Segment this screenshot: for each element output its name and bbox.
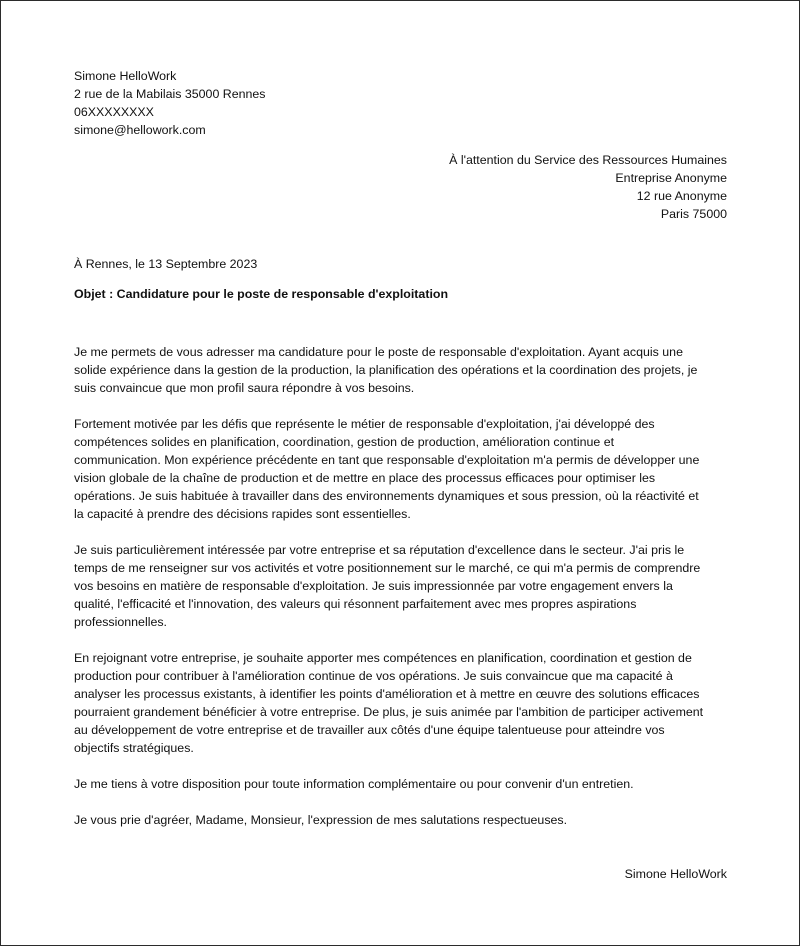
body-paragraph-availability <box>74 775 734 793</box>
recipient-attention: À l'attention du Service des Ressources Humaines <box>449 153 727 167</box>
paragraph-line: pourraient grandement bénéficier à votre entreprise. De plus, je suis animée par l'ambition de participer activement <box>74 705 704 719</box>
paragraph-line: Je me permets de vous adresser ma candidature pour le poste de responsable d'exploitation. Ayant acquis une <box>74 345 683 359</box>
subject-line: Objet : Candidature pour le poste de responsable d'exploitation <box>74 287 449 301</box>
body-paragraph-closing <box>74 811 734 829</box>
paragraph-line: opérations. Je suis habituée à travailler dans des environnements dynamiques et sous pression, où la réactivité et <box>74 489 699 503</box>
paragraph-line: vision globale de la chaîne de production et de mettre en place des processus efficaces pour optimiser les <box>74 471 656 485</box>
recipient-company: Entreprise Anonyme <box>615 171 727 185</box>
sender-address: 2 rue de la Mabilais 35000 Rennes <box>74 87 266 101</box>
paragraph-line: Je me tiens à votre disposition pour toute information complémentaire ou pour convenir d'un entretien. <box>74 777 634 791</box>
body-paragraph-motivation <box>74 415 734 523</box>
paragraph-line: solide expérience dans la gestion de la production, la planification des opérations et la coordination des projets, je <box>74 363 698 377</box>
sender-email: simone@hellowork.com <box>74 123 206 137</box>
paragraph-line: En rejoignant votre entreprise, je souhaite apporter mes compétences en planification, coordination et gestion de <box>74 651 692 665</box>
paragraph-line: production pour contribuer à l'amélioration continue de vos opérations. Je suis convaincue que ma capacité à <box>74 669 673 683</box>
body-paragraph-company-interest <box>74 541 734 631</box>
paragraph-line: temps de me renseigner sur vos activités et votre positionnement sur le marché, ce qui m'a permis de comprendre <box>74 561 701 575</box>
paragraph-line: objectifs stratégiques. <box>74 741 194 755</box>
recipient-city: Paris 75000 <box>660 207 727 221</box>
sender-phone: 06XXXXXXXX <box>74 105 154 119</box>
paragraph-line: Je vous prie d'agréer, Madame, Monsieur, l'expression de mes salutations respectueuses. <box>74 813 568 827</box>
recipient-street: 12 rue Anonyme <box>636 189 727 203</box>
paragraph-line: Je suis particulièrement intéressée par votre entreprise et sa réputation d'excellence dans le secteur. J'ai pris le <box>74 543 685 557</box>
sender-name: Simone HelloWork <box>74 69 177 83</box>
paragraph-line: la capacité à prendre des décisions rapides sont essentielles. <box>74 507 411 521</box>
paragraph-line: vos besoins en matière de responsable d'exploitation. Je suis impressionnée par votre engagement envers la <box>74 579 673 593</box>
paragraph-line: compétences solides en planification, coordination, gestion de production, amélioration continue et <box>74 435 615 449</box>
paragraph-line: qualité, l'efficacité et l'innovation, des valeurs qui résonnent parfaitement avec mes propres aspirations <box>74 597 637 611</box>
paragraph-line: au développement de votre entreprise et de travailler aux côtés d'une équipe talentueuse pour atteindre vos <box>74 723 665 737</box>
paragraph-line: Fortement motivée par les défis que représente le métier de responsable d'exploitation, j'ai développé des <box>74 417 655 431</box>
body-paragraph-intro <box>74 343 734 397</box>
place-date: À Rennes, le 13 Septembre 2023 <box>74 257 258 271</box>
paragraph-line: analyser les processus existants, à identifier les points d'amélioration et à mettre en œuvre des solutions efficaces <box>74 687 700 701</box>
body-paragraph-contribution <box>74 649 734 757</box>
paragraph-line: communication. Mon expérience précédente en tant que responsable d'exploitation m'a permis de développer une <box>74 453 700 467</box>
paragraph-line: suis convaincue que mon profil saura répondre à vos besoins. <box>74 381 415 395</box>
signature: Simone HelloWork <box>624 867 727 881</box>
paragraph-line: professionnelles. <box>74 615 167 629</box>
